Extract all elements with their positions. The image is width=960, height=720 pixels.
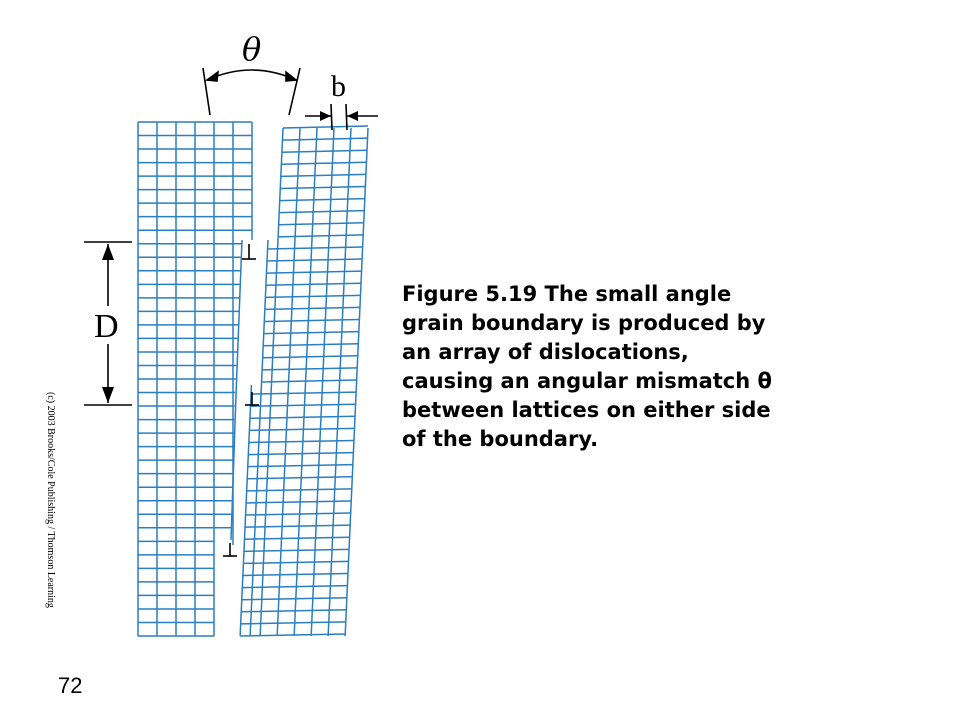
- burgers-arrowhead-right: [347, 111, 358, 121]
- spacing-arrowhead-bottom: [102, 387, 114, 403]
- lattice-row-line: [265, 295, 360, 297]
- lattice-row-line: [240, 634, 345, 636]
- burgers-label: b: [331, 70, 346, 103]
- angle-arc: [207, 70, 296, 80]
- lattice-row-line: [242, 598, 347, 600]
- lattice-row-line: [278, 235, 363, 237]
- lattice-row-line: [244, 537, 349, 539]
- angle-label: θ: [242, 30, 262, 68]
- lattice-column-line: [250, 240, 268, 636]
- caption-line: of the boundary.: [402, 427, 599, 451]
- lattice-row-line: [243, 574, 348, 576]
- lattice-row-line: [250, 404, 355, 406]
- lattice-column-line: [345, 128, 368, 636]
- dislocation-symbol-3: [223, 543, 237, 556]
- lattice-row-line: [250, 416, 355, 418]
- lattice-row-line: [241, 622, 346, 624]
- lattice-row-line: [282, 150, 367, 152]
- lattice-row-line: [246, 513, 351, 515]
- left-grain-lattice: [138, 122, 252, 636]
- burgers-tick-right: [346, 104, 347, 130]
- caption-line: an array of dislocations,: [402, 340, 689, 364]
- lattice-row-line: [241, 610, 346, 612]
- lattice-row-line: [265, 307, 360, 309]
- boundary-segment: [236, 240, 242, 395]
- caption-line: between lattices on either side: [402, 398, 771, 422]
- angle-arrowhead-right: [286, 72, 296, 81]
- lattice-row-line: [266, 283, 361, 285]
- lattice-row-line: [247, 477, 352, 479]
- lattice-row-line: [246, 501, 351, 503]
- lattice-row-line: [264, 320, 359, 322]
- lattice-column-line: [240, 385, 251, 636]
- lattice-row-line: [244, 549, 349, 551]
- copyright-notice: (c) 2003 Brooks/Cole Publishing / Thomson Learning: [45, 392, 56, 608]
- lattice-row-line: [267, 259, 362, 261]
- angle-left-line: [203, 68, 210, 115]
- caption-line: causing an angular mismatch θ: [402, 369, 772, 393]
- caption-line: grain boundary is produced by: [402, 311, 766, 335]
- burgers-tick-left: [331, 104, 332, 130]
- burgers-arrowhead-left: [320, 111, 331, 121]
- page-number: 72: [58, 673, 83, 698]
- lattice-row-line: [264, 332, 359, 334]
- spacing-label: D: [94, 308, 119, 345]
- lattice-row-line: [268, 247, 363, 249]
- lattice-row-line: [251, 392, 356, 394]
- lattice-row-line: [280, 186, 365, 188]
- lattice-row-line: [243, 561, 348, 563]
- lattice-row-line: [263, 344, 358, 346]
- lattice-row-line: [282, 138, 367, 140]
- lattice-row-line: [262, 368, 357, 370]
- lattice-row-line: [242, 586, 347, 588]
- angle-arrowhead-left: [207, 72, 218, 81]
- lattice-row-line: [279, 223, 364, 225]
- lattice-row-line: [263, 356, 358, 358]
- dislocation-symbol-1: [242, 244, 256, 259]
- lattice-row-line: [279, 211, 364, 213]
- figure-caption: [402, 280, 842, 454]
- lattice-row-line: [283, 126, 368, 128]
- lattice-row-line: [245, 525, 350, 527]
- right-grain-lattice: [240, 126, 368, 636]
- lattice-row-line: [248, 453, 353, 455]
- lattice-row-line: [281, 174, 366, 176]
- dislocations: [223, 244, 259, 556]
- spacing-arrowhead-top: [102, 244, 114, 260]
- lattice-row-line: [262, 380, 357, 382]
- angle-annotation: [203, 68, 300, 115]
- lattice-column-line: [294, 128, 317, 636]
- lattice-row-line: [266, 271, 361, 273]
- caption-line: Figure 5.19 The small angle: [402, 282, 732, 306]
- lattice-row-line: [247, 489, 352, 491]
- lattice-row-line: [281, 162, 366, 164]
- lattice-row-line: [248, 465, 353, 467]
- lattice-row-line: [280, 199, 365, 201]
- lattice-column-line: [328, 128, 351, 636]
- lattice-row-line: [249, 428, 354, 430]
- lattice-row-line: [249, 440, 354, 442]
- lattice-column-line: [311, 128, 334, 636]
